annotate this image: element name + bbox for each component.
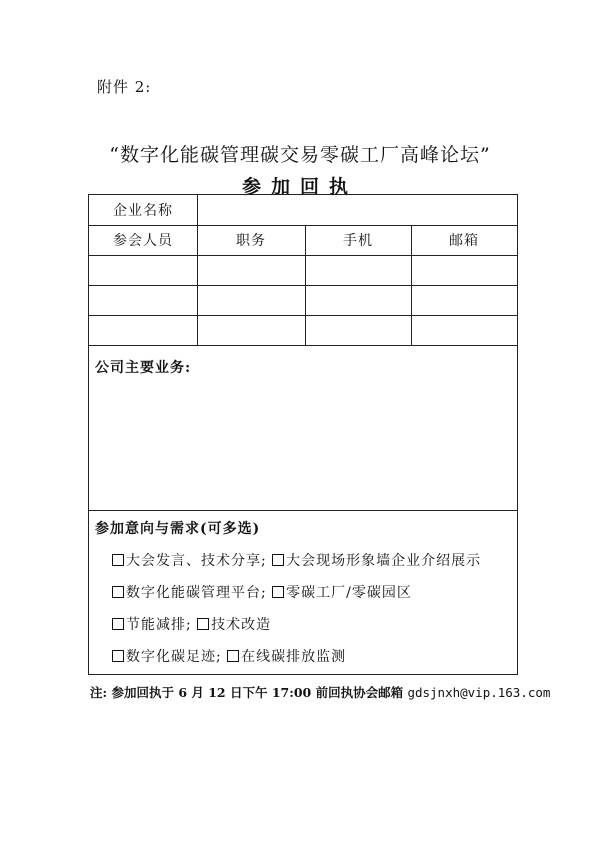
- option-line: [112, 614, 271, 634]
- checkbox-icon[interactable]: [112, 554, 124, 566]
- option-zero-carbon[interactable]: [272, 585, 412, 601]
- column-header-mobile: 手机: [305, 225, 412, 255]
- attendee-email-cell[interactable]: [411, 315, 517, 345]
- business-label: 公司主要业务:: [95, 360, 192, 376]
- option-line: [112, 582, 412, 602]
- company-name-row: [89, 195, 517, 226]
- page-subtitle: 参加回执: [241, 176, 358, 198]
- checkbox-icon[interactable]: [112, 586, 124, 598]
- option-label: 大会发言、技术分享;: [126, 553, 267, 569]
- reply-form: [88, 194, 518, 675]
- checkbox-icon[interactable]: [112, 618, 124, 630]
- footnote-text: 注: 参加回执于 6 月 12 日下午 17:00 前回执协会邮箱: [90, 685, 408, 700]
- footnote: [90, 683, 550, 701]
- attendee-email-cell[interactable]: [411, 255, 517, 285]
- option-carbon-footprint[interactable]: [112, 649, 222, 665]
- checkbox-icon[interactable]: [272, 554, 284, 566]
- column-header-position: 职务: [197, 225, 306, 255]
- option-label: 数字化碳足迹;: [126, 649, 222, 665]
- attendee-row: [89, 315, 517, 346]
- option-label: 大会现场形象墙企业介绍展示: [286, 553, 482, 569]
- attendee-position-cell[interactable]: [197, 315, 306, 345]
- option-label: 在线碳排放监测: [241, 649, 347, 665]
- option-label: 数字化能碳管理平台;: [126, 585, 267, 601]
- option-energy-saving[interactable]: [112, 617, 192, 633]
- attendee-mobile-cell[interactable]: [305, 315, 412, 345]
- attendee-row: [89, 285, 517, 316]
- option-emission-monitor[interactable]: [227, 649, 346, 665]
- company-name-label: 企业名称: [89, 195, 198, 225]
- needs-section: [89, 510, 517, 674]
- checkbox-icon[interactable]: [227, 650, 239, 662]
- column-header-email: 邮箱: [449, 233, 479, 249]
- attendee-header-row: [89, 225, 517, 256]
- option-line: [112, 550, 481, 570]
- company-name-field[interactable]: [197, 195, 517, 225]
- attendee-position-cell[interactable]: [197, 285, 306, 315]
- attachment-label: 附件 2:: [97, 78, 152, 96]
- footnote-email[interactable]: gdsjnxh@vip.163.com: [407, 685, 551, 700]
- option-platform[interactable]: [112, 585, 267, 601]
- checkbox-icon[interactable]: [197, 618, 209, 630]
- needs-label: 参加意向与需求(可多选): [95, 521, 261, 537]
- attendee-name-cell[interactable]: [89, 255, 198, 285]
- checkbox-icon[interactable]: [112, 650, 124, 662]
- attendee-position-cell[interactable]: [197, 255, 306, 285]
- option-speech[interactable]: [112, 553, 267, 569]
- attendee-mobile-cell[interactable]: [305, 285, 412, 315]
- column-header-attendee: 参会人员: [89, 225, 198, 255]
- option-tech-upgrade[interactable]: [197, 617, 271, 633]
- option-label: 技术改造: [211, 617, 272, 633]
- attendee-email-cell[interactable]: [411, 285, 517, 315]
- option-label: 零碳工厂/零碳园区: [286, 585, 412, 601]
- option-label: 节能减排;: [126, 617, 192, 633]
- attendee-name-cell[interactable]: [89, 285, 198, 315]
- option-line: [112, 646, 346, 666]
- business-section[interactable]: [89, 345, 517, 511]
- attendee-name-cell[interactable]: [89, 315, 198, 345]
- attendee-row: [89, 255, 517, 286]
- attendee-mobile-cell[interactable]: [305, 255, 412, 285]
- option-exhibit[interactable]: [272, 553, 481, 569]
- page-title: “数字化能碳管理碳交易零碳工厂高峰论坛”: [109, 144, 491, 166]
- checkbox-icon[interactable]: [272, 586, 284, 598]
